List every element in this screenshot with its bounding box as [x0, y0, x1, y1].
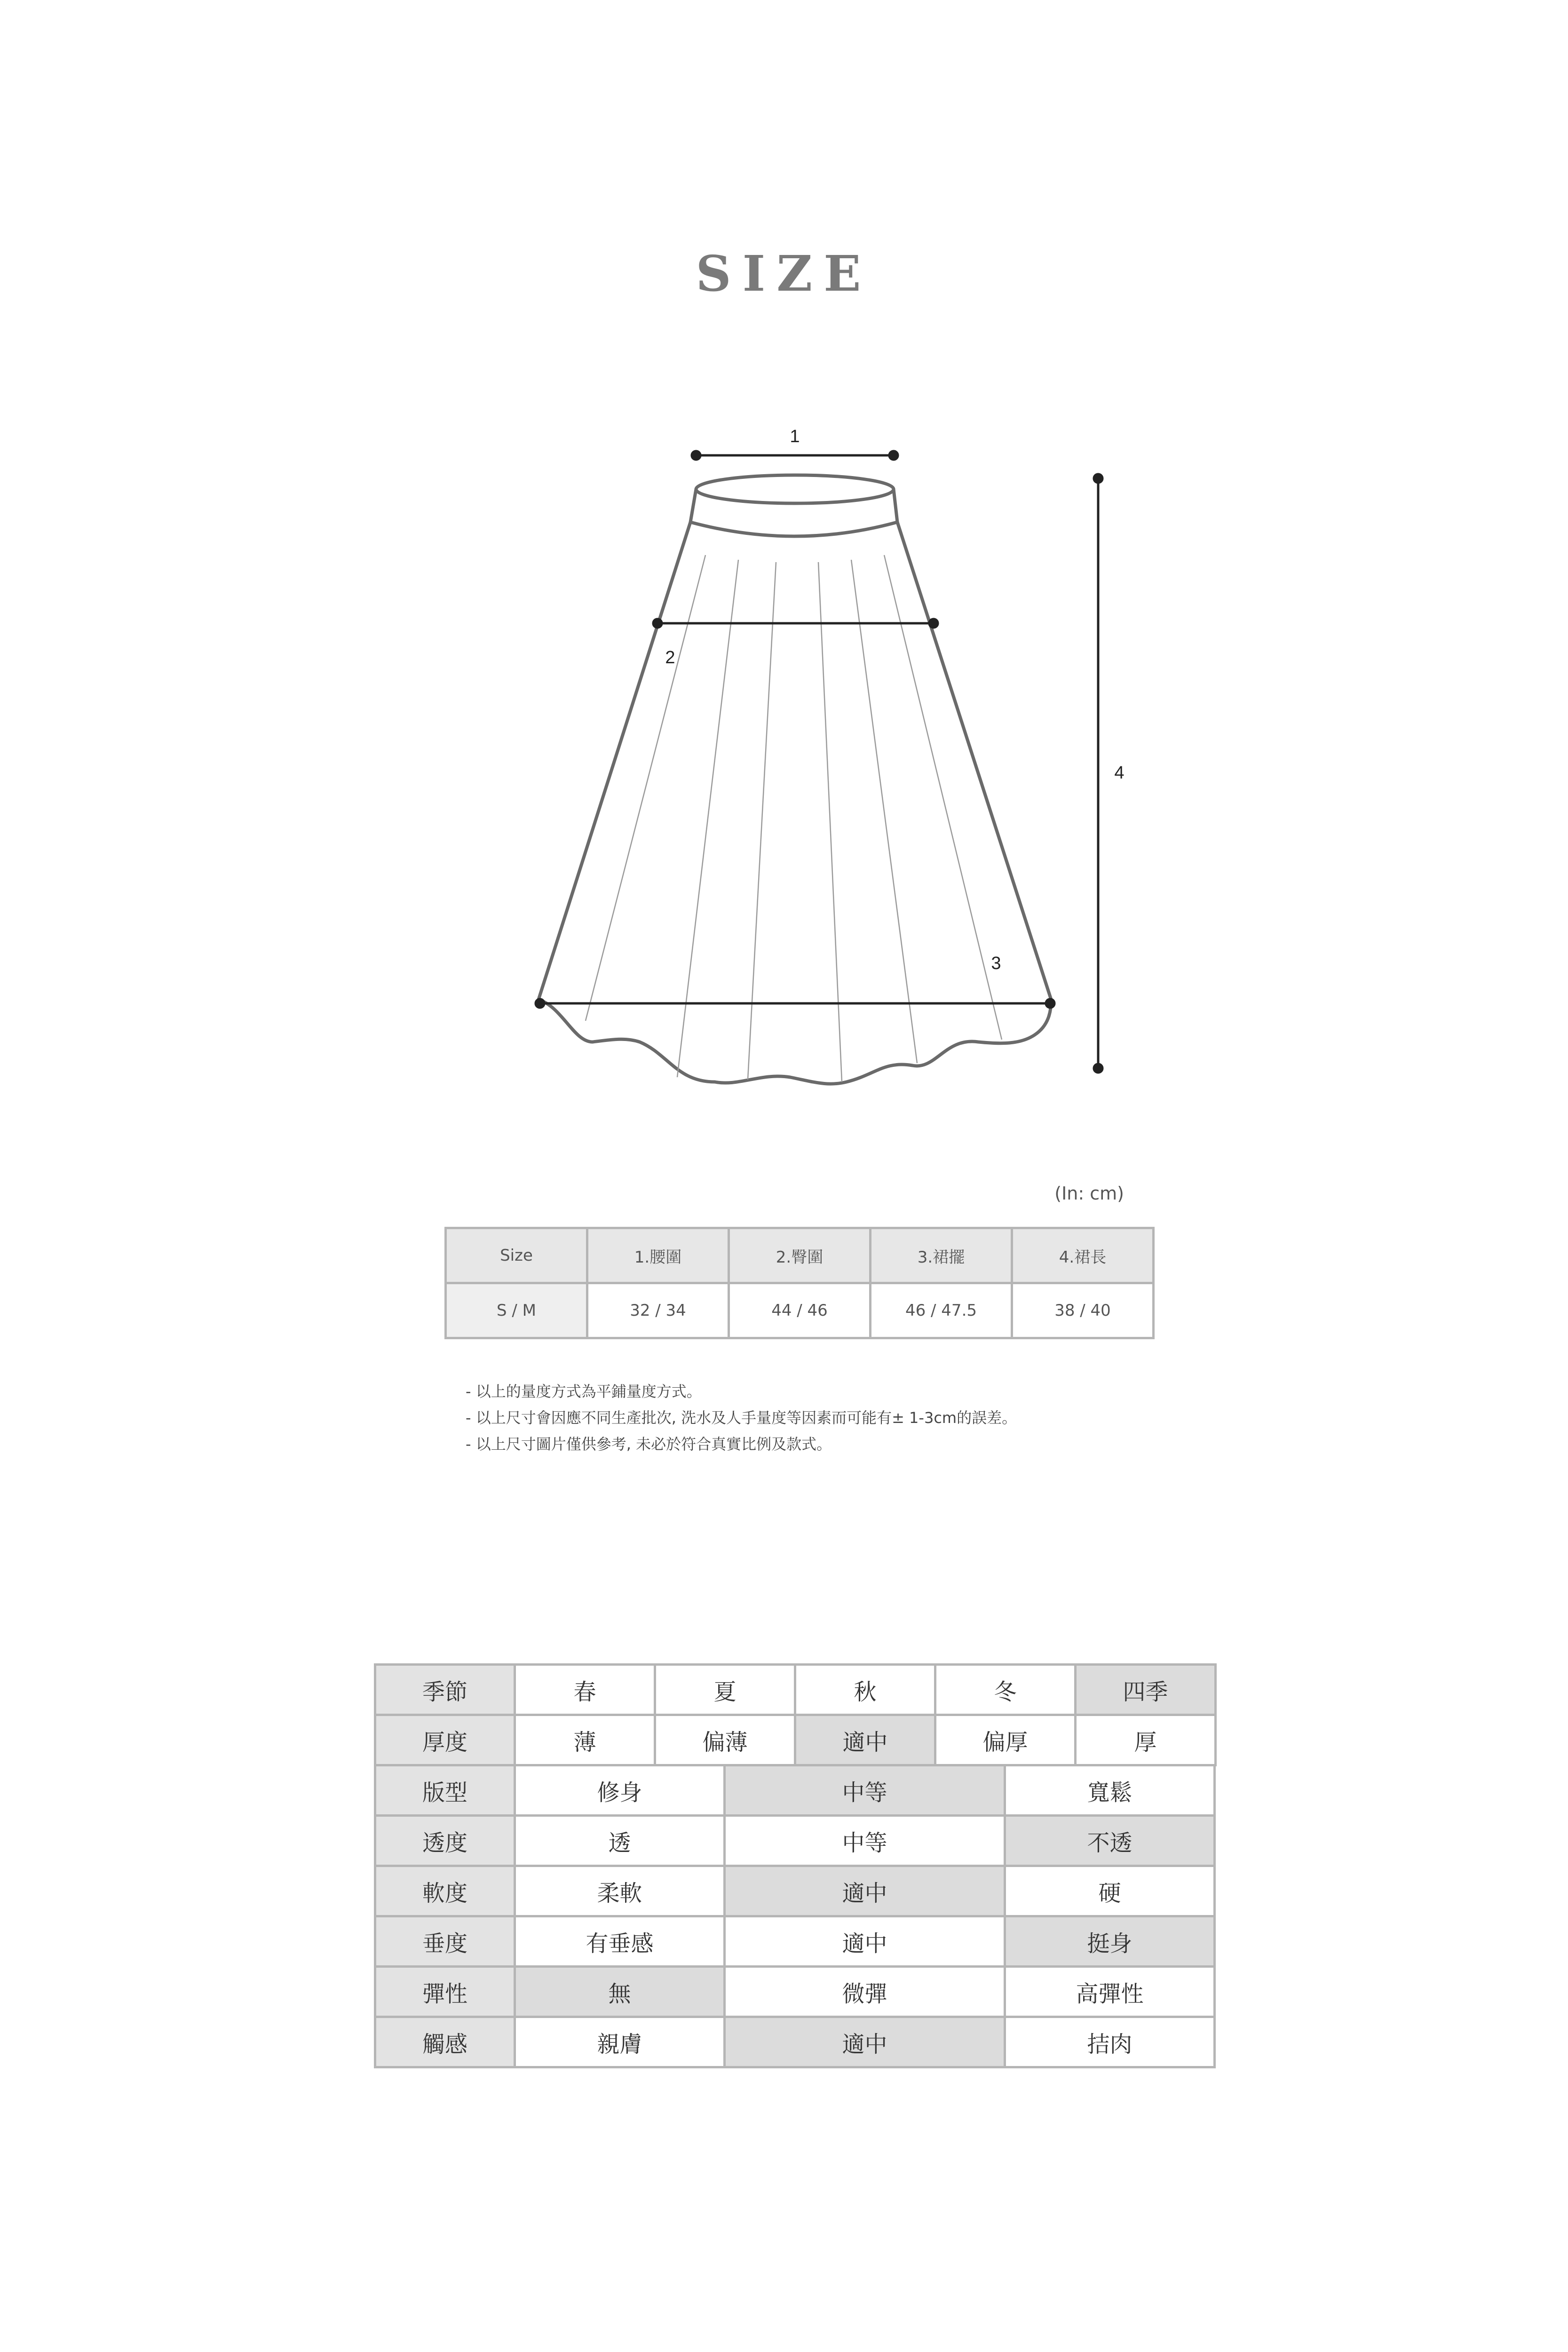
- feature-option: 春: [514, 1663, 656, 1716]
- size-cell: 46 / 47.5: [871, 1283, 1012, 1338]
- feature-option: 透: [514, 1814, 726, 1867]
- size-table: [444, 1227, 1155, 1339]
- feature-row-season: [374, 1663, 1217, 1716]
- feature-option-selected: 無: [514, 1965, 726, 2018]
- note-line: - 以上尺寸圖片僅供參考, 未必於符合真實比例及款式。: [466, 1435, 832, 1453]
- measure-waist: [692, 451, 898, 460]
- page-title: SIZE: [696, 245, 872, 302]
- feature-label: 季節: [374, 1663, 516, 1716]
- feature-label: 軟度: [374, 1865, 516, 1917]
- feature-option: 冬: [934, 1663, 1077, 1716]
- note-line: - 以上的量度方式為平鋪量度方式。: [466, 1383, 702, 1400]
- size-table-header-row: [446, 1228, 1154, 1283]
- label-hem: 3: [991, 954, 1001, 973]
- feature-option-selected: 適中: [723, 1865, 1006, 1917]
- feature-option-selected: 挺身: [1004, 1915, 1216, 1968]
- size-header-cell: 1.腰圍: [587, 1228, 729, 1283]
- feature-row-drape: [374, 1915, 1217, 1968]
- feature-row-elasticity: [374, 1965, 1217, 2018]
- size-cell: 32 / 34: [587, 1283, 729, 1338]
- feature-option-selected: 不透: [1004, 1814, 1216, 1867]
- feature-option: 有垂感: [514, 1915, 726, 1968]
- measure-hip: [653, 619, 938, 628]
- feature-label: 觸感: [374, 2016, 516, 2068]
- feature-option: 秋: [794, 1663, 936, 1716]
- feature-option: 高彈性: [1004, 1965, 1216, 2018]
- feature-option-selected: 適中: [723, 2016, 1006, 2068]
- feature-row-thickness: [374, 1714, 1217, 1766]
- feature-option-selected: 適中: [794, 1714, 936, 1766]
- feature-option: 適中: [723, 1915, 1006, 1968]
- feature-option: 薄: [514, 1714, 656, 1766]
- size-cell: S / M: [446, 1283, 587, 1338]
- feature-option: 寬鬆: [1004, 1764, 1216, 1817]
- size-header-cell: 2.臀圍: [729, 1228, 871, 1283]
- feature-row-softness: [374, 1865, 1217, 1917]
- label-waist: 1: [790, 427, 800, 446]
- feature-option-selected: 中等: [723, 1764, 1006, 1817]
- size-header-cell: Size: [446, 1228, 587, 1283]
- feature-label: 垂度: [374, 1915, 516, 1968]
- label-length: 4: [1114, 763, 1125, 783]
- feature-row-touch: [374, 2016, 1217, 2068]
- size-notes: [466, 1378, 1017, 1457]
- size-header-cell: 4.裙長: [1012, 1228, 1154, 1283]
- feature-option: 微彈: [723, 1965, 1006, 2018]
- feature-option-selected: 四季: [1074, 1663, 1217, 1716]
- feature-option: 厚: [1074, 1714, 1217, 1766]
- feature-option: 硬: [1004, 1865, 1216, 1917]
- label-hip: 2: [665, 648, 675, 667]
- measure-length: [1094, 474, 1102, 1073]
- size-table-row: [446, 1283, 1154, 1338]
- skirt-outline: [539, 475, 1051, 1084]
- note-line: - 以上尺寸會因應不同生產批次, 洗水及人手量度等因素而可能有± 1-3cm的誤差。: [466, 1409, 1017, 1427]
- size-cell: 38 / 40: [1012, 1283, 1154, 1338]
- measure-hem: [536, 999, 1054, 1008]
- feature-option: 夏: [654, 1663, 796, 1716]
- fabric-feature-table: [374, 1663, 1217, 2068]
- feature-option: 親膚: [514, 2016, 726, 2068]
- feature-label: 彈性: [374, 1965, 516, 2018]
- feature-option: 修身: [514, 1764, 726, 1817]
- size-cell: 44 / 46: [729, 1283, 871, 1338]
- skirt-diagram: [0, 0, 1568, 1129]
- feature-label: 版型: [374, 1764, 516, 1817]
- feature-option: 中等: [723, 1814, 1006, 1867]
- size-header-cell: 3.裙擺: [871, 1228, 1012, 1283]
- unit-label: (In: cm): [1054, 1183, 1124, 1204]
- feature-label: 厚度: [374, 1714, 516, 1766]
- feature-option: 柔軟: [514, 1865, 726, 1917]
- feature-label: 透度: [374, 1814, 516, 1867]
- feature-option: 偏薄: [654, 1714, 796, 1766]
- feature-row-fit: [374, 1764, 1217, 1817]
- feature-option: 拮肉: [1004, 2016, 1216, 2068]
- feature-row-transparency: [374, 1814, 1217, 1867]
- feature-option: 偏厚: [934, 1714, 1077, 1766]
